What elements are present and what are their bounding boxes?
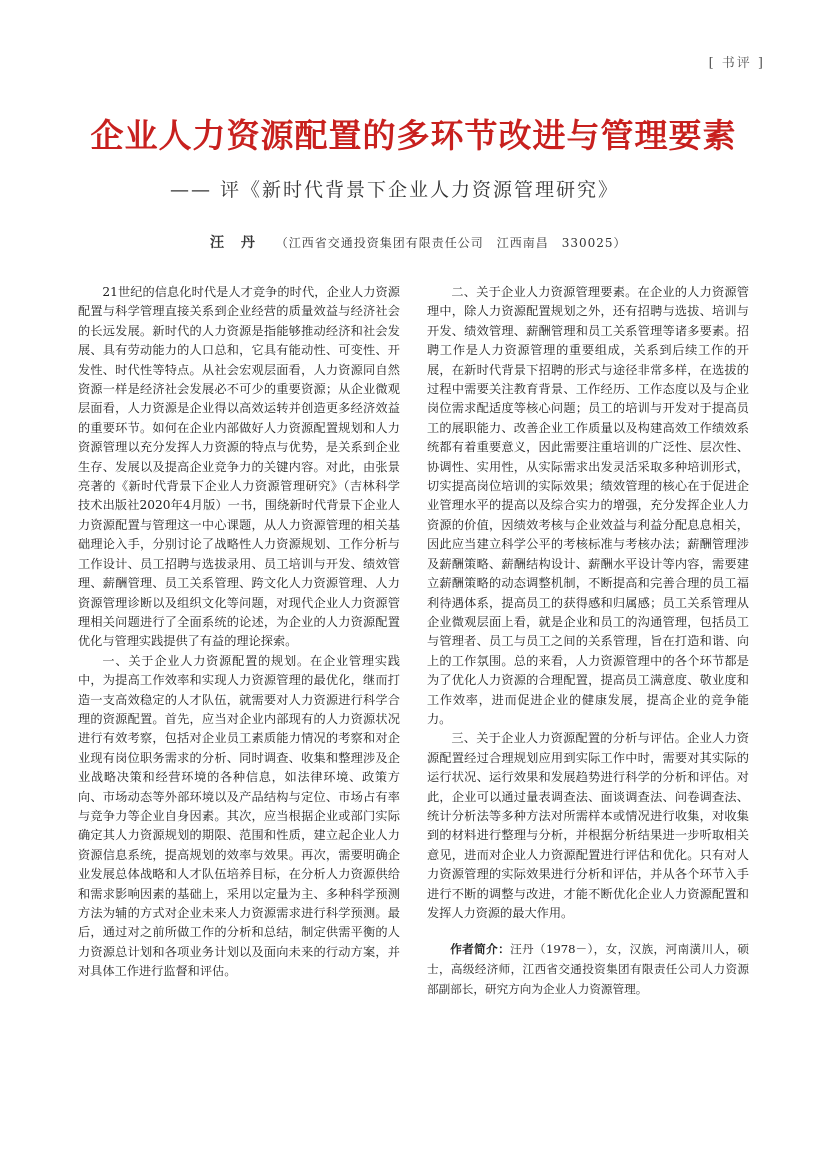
paragraph-intro: 21世纪的信息化时代是人才竞争的时代，企业人力资源配置与科学管理直接关系到企业经营的质量效益与经济社会的长远发展。新时代的人力资源是指能够推动经济和社会发展、具有劳动能力的人口总和，它具有能动性、可变性、开发性、时代性等特点。从社会宏观层面看，人力资源同自然资源一样是经济社会发展必不可少的重要资源；从企业微观层面看，人力资源是企业得以高效运转并创造更多经济效益的重要环节。如何在企业内部做好人力资源配置规划和人力资源管理以充分发挥人力资源的特点与优势，是关系到企业生存、发展以及提高企业竞争力的关键内容。对此，由张景亮著的《新时代背景下企业人力资源管理研究》（吉林科学技术出版社2020年4月版）一书，围绕新时代背景下企业人力资源配置与管理这一中心课题，从人力资源管理的相关基础理论入手，分别讨论了战略性人力资源规划、工作分析与工作设计、员工招聘与选拔录用、员工培训与开发、绩效管理、薪酬管理、员工关系管理、跨文化人力资源管理、人力资源管理诊断以及组织文化等问题，对现代企业人力资源管理相关问题进行了全面系统的论述，为企业的人力资源配置优化与管理实践提供了有益的理论探索。: [78, 285, 400, 649]
paragraph-section-3: 三、关于企业人力资源配置的分析与评估。企业人力资源配置经过合理规划应用到实际工作中时，需要对其实际的运行状况、运行效果和发展趋势进行科学的分析和评估。对此，企业可以通过量表调查法、面谈调查法、问卷调查法、统计分析法等多种方法对所需样本或情况进行收集，对收集到的材料进行整理与分析，并根据分析结果进一步听取相关意见，进而对企业人力资源配置进行评估和优化。只有对人力资源管理的实际效果进行分析和评估，并从各个环节入手进行不断的调整与改进，才能不断优化企业人力资源配置和发挥人力资源的最大作用。: [427, 731, 749, 920]
author-bio: [427, 939, 749, 999]
paragraph-section-1: 一、关于企业人力资源配置的规划。在企业管理实践中，为提高工作效率和实现人力资源管理的最优化，继而打造一支高效稳定的人才队伍，就需要对人力资源进行科学合理的资源配置。首先，应当对企业内部现有的人力资源状况进行有效考察，包括对企业员工素质能力情况的考察和对企业现有岗位职务需求的分析、同时调查、收集和整理涉及企业战略决策和经营环境的各种信息，如法律环境、政策方向、市场动态等外部环境以及产品结构与定位、市场占有率与竞争力等企业自身因素。其次，应当根据企业或部门实际确定其人力资源规划的期限、范围和性质，建立起企业人力资源信息系统，提高规划的效率与效果。再次，需要明确企业发展总体战略和人才队伍培养目标，在分析人力资源供给和需求影响因素的基础上，采用以定量为主、多种科学预测方法为辅的方式对企业未来人力资源需求进行科学预测。最后，通过对之前所做工作的分析和总结，制定供需平衡的人力资源总计划和各项业务计划以及面向未来的行动方案，并对具体工作进行监督和评估。: [78, 653, 400, 979]
author-line: [210, 232, 710, 252]
article-title: 企业人力资源配置的多环节改进与管理要素: [90, 116, 737, 155]
section-tag: [ 书评 ]: [708, 56, 765, 71]
paragraph-section-2: 二、关于企业人力资源管理要素。在企业的人力资源管理中，除人力资源配置规划之外，还有招聘与选拔、培训与开发、绩效管理、薪酬管理和员工关系管理等诸多要素。招聘工作是人力资源管理的重要组成，关系到后续工作的开展，在新时代背景下招聘的形式与途径非常多样，在选拔的过程中需要关注教育背景、工作经历、工作态度以及与企业岗位需求配适度等核心问题；员工的培训与开发对于提高员工的展职能力、改善企业工作质量以及构建高效工作绩效系统都有着重要意义，因此需要注重培训的广泛性、层次性、协调性、实用性，从实际需求出发灵活采取多种培训形式，切实提高岗位培训的实际效果；绩效管理的核心在于促进企业管理水平的提高以及综合实力的增强，充分发挥企业人力资源的价值，因绩效考核与企业效益与利益分配息息相关，因此应当建立科学公平的考核标准与考核办法；薪酬管理涉及薪酬策略、薪酬结构设计、薪酬水平设计等内容，需要建立薪酬策略的动态调整机制，不断提高和完善合理的员工福利待遇体系，提高员工的获得感和归属感；员工关系管理从企业微观层面上看，就是企业和员工的沟通管理，包括员工与管理者、员工与员工之间的关系管理，旨在打造和谐、向上的工作氛围。总的来看，人力资源管理中的各个环节都是为了优化人力资源的合理配置，提高员工满意度、敬业度和工作效率，进而促进企业的健康发展，提高企业的竞争能力。: [427, 285, 749, 726]
author-bio-label: 作者简介：: [450, 942, 511, 957]
author-name: 汪 丹: [210, 235, 261, 251]
author-bio-text: 汪丹（1978－），女，汉族，河南潢川人，硕士，高级经济师，江西省交通投资集团有限责任公司人力资源部副部长，研究方向为企业人力资源管理。: [427, 942, 749, 997]
right-column: [427, 283, 749, 999]
left-column: [78, 283, 400, 982]
author-affiliation: （江西省交通投资集团有限责任公司 江西南昌 330025）: [275, 236, 627, 250]
article-subtitle: —— 评《新时代背景下企业人力资源管理研究》: [170, 179, 620, 201]
